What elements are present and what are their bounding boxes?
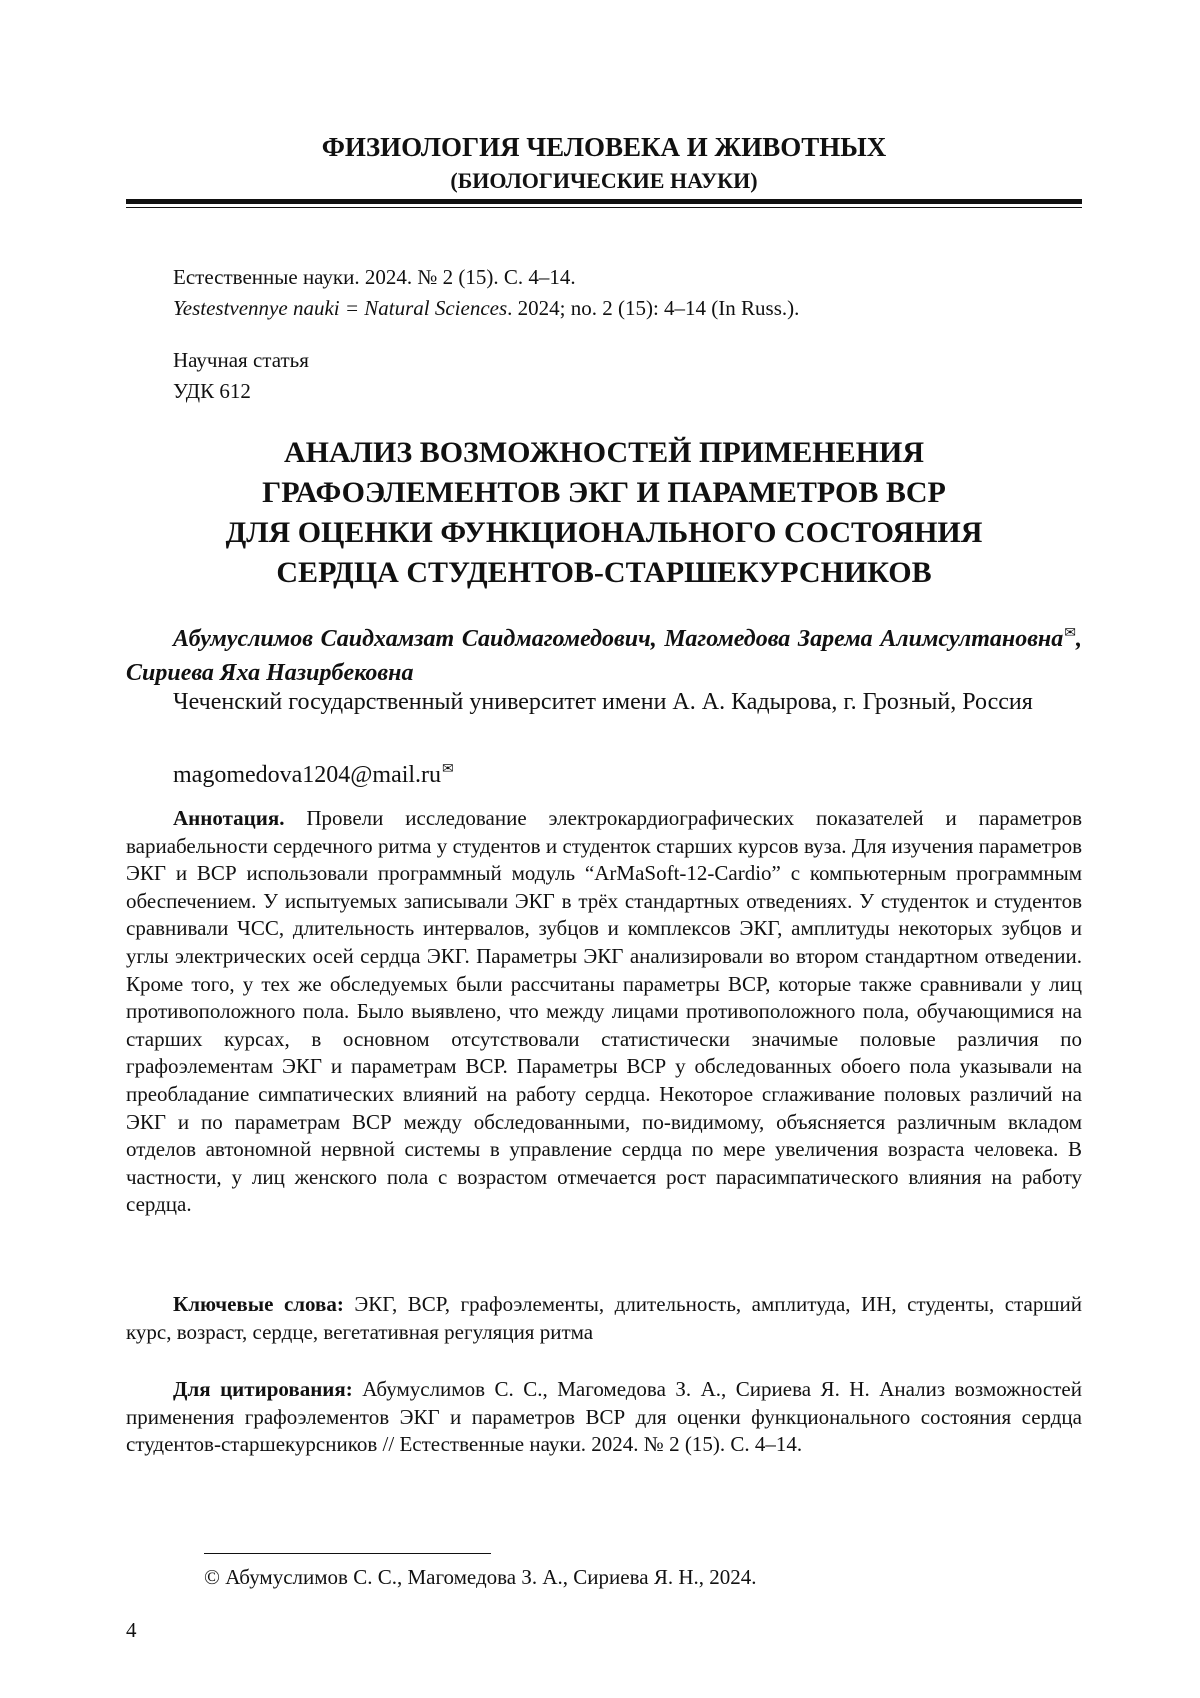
title-line: СЕРДЦА СТУДЕНТОВ-СТАРШЕКУРСНИКОВ xyxy=(276,556,932,589)
author-list xyxy=(126,617,1082,690)
journal-citation-lines xyxy=(173,262,799,324)
authors-part1: Абумуслимов Саидхамзат Саидмагомедович, Магомедова Зарема Алимсултановна xyxy=(173,626,1064,652)
citation-en xyxy=(173,293,799,324)
cite-as-label: Для цитирования: xyxy=(173,1377,353,1401)
citation-en-rest: . 2024; no. 2 (15): 4–14 (In Russ.). xyxy=(507,296,800,320)
contact-email xyxy=(173,753,454,792)
email-address[interactable]: magomedova1204@mail.ru xyxy=(173,762,442,788)
footnote-rule xyxy=(204,1553,491,1554)
header-rule-thin xyxy=(126,207,1082,208)
journal-section-heading xyxy=(126,130,1082,198)
citation-en-journal: Yestestvennye nauki = Natural Sciences xyxy=(173,296,508,320)
article-meta xyxy=(173,345,309,407)
copyright-footnote: © Абумуслимов С. С., Магомедова З. А., Сириева Я. Н., 2024. xyxy=(204,1565,757,1589)
envelope-icon: ✉ xyxy=(442,762,454,777)
authors-part2: , Сириева Яха Назирбековна xyxy=(126,626,1082,686)
cite-as-text: Абумуслимов С. С., Магомедова З. А., Сириева Я. Н. Анализ возможностей применения графоэлементов ЭКГ и параметров ВСР для оценки функционального состояния сердца студентов-старшекурсников // Естественные науки. 2024. № 2 (15). С. 4–14. xyxy=(126,1377,1082,1457)
affiliation: Чеченский государственный университет имени А. А. Кадырова, г. Грозный, Россия xyxy=(173,689,1033,715)
envelope-icon: ✉ xyxy=(1064,626,1076,641)
cite-as xyxy=(126,1376,1082,1459)
keywords-label: Ключевые слова: xyxy=(173,1292,344,1316)
title-line: АНАЛИЗ ВОЗМОЖНОСТЕЙ ПРИМЕНЕНИЯ xyxy=(284,436,924,469)
keywords xyxy=(126,1291,1082,1346)
keywords-text: ЭКГ, ВСР, графоэлементы, длительность, амплитуда, ИН, студенты, старший курс, возраст, сердце, вегетативная регуляция ритма xyxy=(126,1292,1082,1344)
section-subtitle: (БИОЛОГИЧЕСКИЕ НАУКИ) xyxy=(450,168,758,193)
header-rule-thick xyxy=(126,199,1082,204)
abstract-text: Провели исследование электрокардиографических показателей и параметров вариабельности сердечного ритма у студентов и студенток старших курсов вуза. Для изучения параметров ЭКГ и ВСР использовали программный модуль “ArMaSoft-12-Cardio” с компьютерным программным обеспечением. У испытуемых записывали ЭКГ в трёх стандартных отведениях. У студенток и студентов сравнивали ЧСС, длительность интервалов, зубцов и комплексов ЭКГ, амплитуды некоторых зубцов и углы электрических осей сердца ЭКГ. Параметры ЭКГ анализировали во втором стандартном отведении. Кроме того, у тех же обследуемых были рассчитаны параметры ВСР, которые также сравнивали у лиц противоположного пола. Было выявлено, что между лицами противоположного пола, обучающимися на старших курсах, в основном отсутствовали статистически значимые половые различия по графоэлементам ЭКГ и параметрам ВСР. Параметры ВСР у обследованных обоего пола указывали на преобладание симпатических влияний на работу сердца. Некоторое сглаживание половых различий на ЭКГ и по параметрам ВСР между обследованными, по-видимому, объясняется различным вкладом отделов автономной нервной системы в управление сердца по мере увеличения возраста человека. В частности, у лиц женского пола с возрастом отмечается рост парасимпатического влияния на работу сердца. xyxy=(126,806,1082,1217)
article-title xyxy=(126,433,1082,593)
section-title: ФИЗИОЛОГИЯ ЧЕЛОВЕКА И ЖИВОТНЫХ xyxy=(321,132,887,162)
article-type: Научная статья xyxy=(173,348,309,372)
abstract-label: Аннотация. xyxy=(173,806,285,830)
title-line: ГРАФОЭЛЕМЕНТОВ ЭКГ И ПАРАМЕТРОВ ВСР xyxy=(262,476,946,509)
abstract xyxy=(126,805,1082,1219)
title-line: ДЛЯ ОЦЕНКИ ФУНКЦИОНАЛЬНОГО СОСТОЯНИЯ xyxy=(225,516,983,549)
udc-code: УДК 612 xyxy=(173,379,251,403)
citation-ru: Естественные науки. 2024. № 2 (15). С. 4–14. xyxy=(173,265,576,289)
page-number: 4 xyxy=(126,1618,137,1642)
